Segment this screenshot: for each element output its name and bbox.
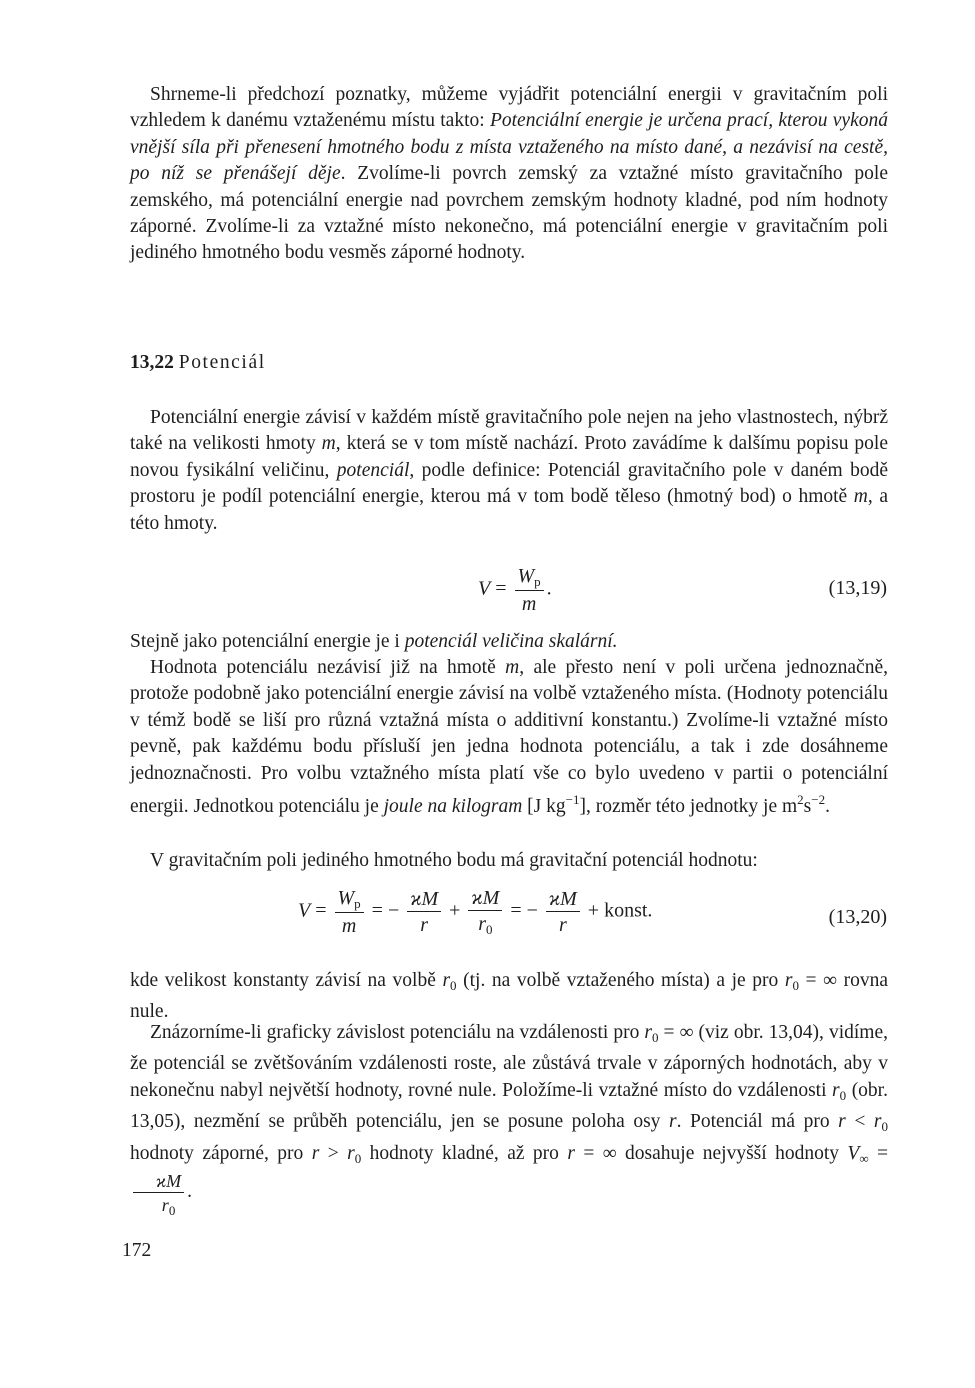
math-var: m xyxy=(521,593,537,615)
text: kde velikost konstanty závisí na volbě xyxy=(130,970,443,991)
math-op: − xyxy=(387,899,400,922)
math-var: W xyxy=(337,887,355,909)
superscript: −1 xyxy=(565,792,580,808)
math-var: r xyxy=(558,914,567,936)
text: , ale přesto není v poli určena jednoznačně, protože podobně jako potenciální energie závisí na volbě vztaženého místa. (Hodnoty potenciálu v témž bodě se liší pro různá vztažná místa o additivní konstantu.) Zvolíme-li vztažné místo pevně, pak každému bodu přísluší jen jedna hodnota potenciálu, a tak i zde dosáhneme jednoznačnosti. Pro volbu vztažného místa platí vše co bylo uvedeno v partii o potenciální energii. Jednotkou potenciálu je xyxy=(130,657,888,818)
fraction xyxy=(133,1172,184,1217)
text: . Potenciál má pro xyxy=(676,1111,839,1133)
italic-text: joule na kilogram xyxy=(383,796,523,818)
math-var: m xyxy=(341,915,357,937)
equation-13-20 xyxy=(298,888,652,936)
section-title: Potenciál xyxy=(178,352,266,373)
text: [J kg xyxy=(522,796,566,818)
math-var: r xyxy=(567,1142,575,1164)
equation-13-19 xyxy=(478,566,552,614)
math-var: V xyxy=(478,577,491,600)
math-op: = xyxy=(315,899,327,922)
section-heading xyxy=(130,352,266,374)
superscript: −2 xyxy=(811,792,826,808)
text: Potenciální energie závisí v každém místě gravitačního pole nejen na jeho vlastnostech, nýbrž také na velikosti hmoty xyxy=(130,407,888,455)
math-op: = xyxy=(510,899,522,922)
math-subscript: 0 xyxy=(839,1087,847,1103)
math-var: r xyxy=(347,1142,355,1164)
math-m: m xyxy=(505,657,520,678)
math-op: = xyxy=(371,899,383,922)
text: , a této hmoty. xyxy=(130,486,888,534)
text: ], rozměr této jednotky je m xyxy=(579,796,798,818)
math-var: r xyxy=(420,914,429,936)
math-var: r xyxy=(311,1142,320,1164)
math-text: + konst. xyxy=(587,899,653,922)
text: Stejně jako potenciální energie je i xyxy=(130,631,405,652)
text: > xyxy=(319,1142,348,1164)
text: . xyxy=(825,796,830,818)
text: Shrneme-li předchozí poznatky, můžeme vyjádřit potenciální energii v gravitačním poli vzhledem k danému vztaženému místu takto: xyxy=(130,84,888,132)
section-number: 13,22 xyxy=(130,352,174,373)
italic-text: Potenciální energie je určena prací, kterou vykoná vnější síla při přenesení hmotného bodu z místa vztaženého na místo dané, a nezávisí na cestě, po níž se přenášejí děje xyxy=(130,110,888,185)
math-var: r xyxy=(442,970,451,991)
fraction xyxy=(546,889,580,935)
paragraph-potential-value xyxy=(130,655,888,820)
math-m: m xyxy=(321,433,336,455)
math-var: V xyxy=(847,1142,860,1164)
math-subscript: 0 xyxy=(792,978,799,993)
math-subscript: 0 xyxy=(450,978,457,993)
text: Znázorníme-li graficky závislost potenciálu na vzdálenosti pro xyxy=(150,1022,645,1043)
fraction xyxy=(468,888,502,936)
text: . Zvolíme-li povrch zemský za vztažné místo gravitačního pole zemského, má potenciální energie nad povrchem zemským hodnoty kladné, pod ním hodnoty záporné. Zvolíme-li za vztažné místo nekonečno, má potenciální energie v gravitačním poli jediného hmotného bodu vesměs záporné hodnoty. xyxy=(130,163,888,264)
text: (obr. 13,05), nezmění se průběh potenciálu, jen se posune poloha osy xyxy=(130,1079,888,1133)
paragraph-summary xyxy=(130,82,888,267)
math-subscript: p xyxy=(534,574,541,589)
text: hodnoty záporné, pro xyxy=(130,1142,312,1164)
text: , která se v tom místě nachází. Proto zavádíme k dalšímu popisu pole novou fysikální veličinu, xyxy=(130,433,888,481)
text: = ∞ dosahuje nejvyšší hodnoty xyxy=(574,1142,848,1164)
math-subscript: 0 xyxy=(168,1203,176,1219)
math-var: W xyxy=(517,565,535,587)
text: , podle definice: Potenciál gravitačního pole v daném bodě prostoru je podíl potenciální energie, kterou má v tom bodě těleso (hmotný bod) o hmotě xyxy=(130,459,888,508)
math-var: ϰM xyxy=(546,889,580,912)
math-subscript: 0 xyxy=(652,1030,659,1045)
math-op: . xyxy=(546,577,552,600)
math-subscript: 0 xyxy=(881,1119,888,1135)
math-var: r xyxy=(832,1079,840,1101)
math-var: r xyxy=(161,1195,169,1216)
text: (tj. na volbě vztaženého místa) a je pro xyxy=(456,970,785,991)
math-var: r xyxy=(669,1111,677,1133)
paragraph-definition xyxy=(130,405,888,537)
paragraph-point-mass xyxy=(130,848,888,874)
math-var: ϰM xyxy=(133,1172,184,1193)
math-op: = xyxy=(495,577,507,600)
text: = xyxy=(868,1142,889,1164)
math-var: r xyxy=(784,970,793,991)
text: Hodnota potenciálu nezávisí již na hmotě xyxy=(150,657,506,678)
text: hodnoty kladné, až pro xyxy=(361,1142,568,1164)
paragraph-constant xyxy=(130,968,888,1026)
math-subscript: 0 xyxy=(486,922,493,937)
fraction xyxy=(515,566,544,614)
math-var: ϰM xyxy=(468,888,502,911)
math-subscript: 0 xyxy=(354,1150,362,1166)
math-op: − xyxy=(526,899,538,922)
math-var: ϰM xyxy=(407,889,441,912)
math-var: r xyxy=(838,1111,846,1133)
superscript: 2 xyxy=(797,792,804,808)
math-op: + xyxy=(449,899,461,922)
math-var: r xyxy=(873,1111,882,1133)
math-var: r xyxy=(644,1022,652,1043)
text: = ∞ rovna nule. xyxy=(130,970,888,1023)
text: < xyxy=(845,1111,874,1133)
paragraph-scalar xyxy=(130,629,888,655)
italic-text: potenciál veličina skalární. xyxy=(404,631,618,652)
paragraph-graph xyxy=(130,1020,888,1217)
fraction xyxy=(335,888,364,936)
equation-number: (13,20) xyxy=(828,906,887,928)
math-subscript: p xyxy=(354,896,361,911)
equation-number: (13,19) xyxy=(828,577,887,599)
text: V gravitačním poli jediného hmotného bodu má gravitační potenciál hodnotu: xyxy=(150,850,758,871)
italic-text: potenciál xyxy=(336,459,410,481)
page-number: 172 xyxy=(122,1240,152,1261)
math-var: r xyxy=(478,913,487,935)
text: = ∞ (viz obr. 13,04), vidíme, že potenciál se zvětšováním vzdálenosti roste, ale zůstává trvale v záporných hodnotách, aby v nekonečnu nabyl největší hodnoty, rovné nule. Položíme-li vztažné místo do vzdálenosti xyxy=(130,1022,888,1101)
math-subscript: ∞ xyxy=(859,1150,869,1166)
text: . xyxy=(187,1181,192,1203)
fraction xyxy=(407,889,441,935)
math-m: m xyxy=(853,486,868,508)
text: s xyxy=(803,796,812,818)
math-var: V xyxy=(298,899,311,922)
